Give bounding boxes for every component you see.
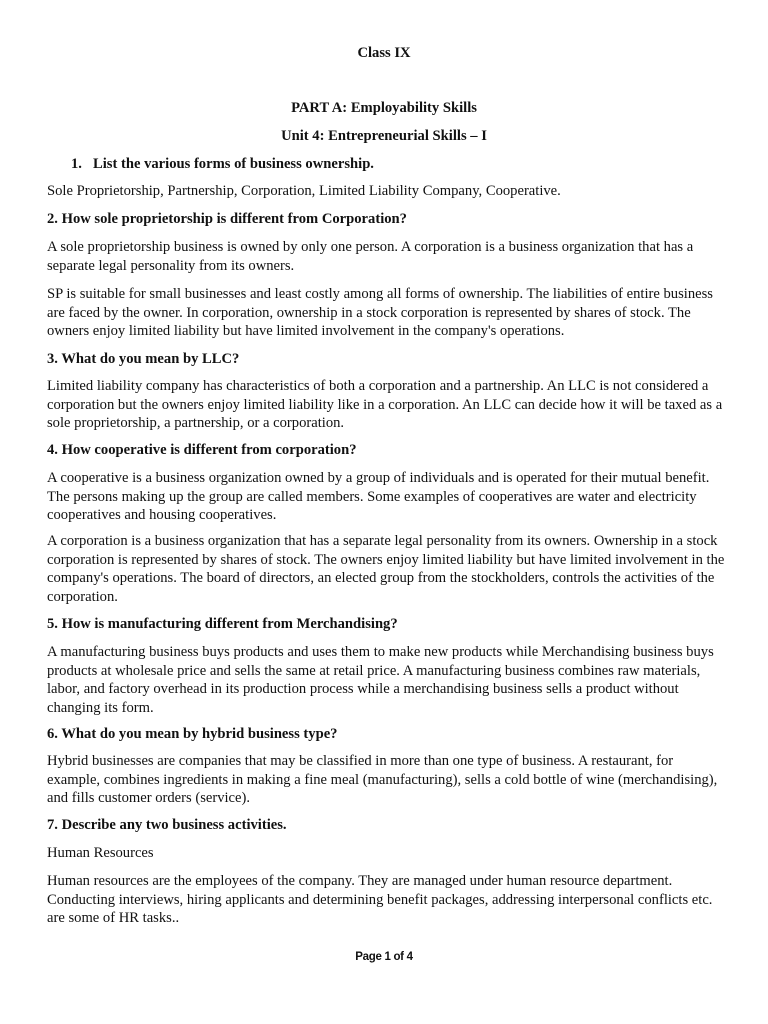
answer-4-para-1: A cooperative is a business organization owned by a group of individuals and is operated for their mutual benefit. The persons making up the group are called members. Some examples of cooperatives are water and electricity cooperatives and housing cooperatives.	[47, 470, 710, 523]
question-3: 3. What do you mean by LLC?	[47, 351, 240, 367]
question-1-text: List the various forms of business ownership.	[93, 156, 374, 172]
question-1-number: 1.	[71, 156, 82, 172]
answer-4-para-2: A corporation is a business organization that has a separate legal personality from its owners. Ownership in a stock corporation is represented by shares of stock. The owners enjoy limited liability but have limited involvement in the company's operations. The board of directors, an elected group from the stockholders, controls the activities of the corporation.	[47, 533, 725, 605]
answer-7-subheading: Human Resources	[47, 845, 154, 861]
question-4: 4. How cooperative is different from corporation?	[47, 442, 357, 458]
part-heading: PART A: Employability Skills	[291, 100, 477, 116]
question-6: 6. What do you mean by hybrid business type?	[47, 726, 338, 742]
page-number-footer: Page 1 of 4	[355, 951, 413, 963]
answer-6-para-1: Hybrid businesses are companies that may be classified in more than one type of business. A restaurant, for example, combines ingredients in making a fine meal (manufacturing), sells a cold bottle of wine (merchandising), and fills customer orders (service).	[47, 753, 718, 806]
answer-3-para-1: Limited liability company has characteristics of both a corporation and a partnership. An LLC is not considered a corporation but the owners enjoy limited liability like in a corporation. An LLC can decide how it will be taxed as a sole proprietorship, a partnership, or a corporation.	[47, 378, 723, 431]
answer-2-para-1: A sole proprietorship business is owned by only one person. A corporation is a business organization that has a separate legal personality from its owners.	[47, 239, 694, 274]
question-1	[71, 155, 374, 174]
answer-7-para-1: Human resources are the employees of the company. They are managed under human resource department. Conducting interviews, hiring applicants and determining benefit packages, addressing interpersonal conflicts etc. are some of HR tasks..	[47, 873, 713, 926]
unit-heading: Unit 4: Entrepreneurial Skills – I	[281, 128, 487, 144]
answer-5-para-1: A manufacturing business buys products and uses them to make new products while Merchandising business buys products at wholesale price and sells the same at retail price. A manufacturing business combines raw materials, labor, and factory overhead in its production process while a merchandising business sells a product without changing its form.	[47, 644, 714, 716]
answer-1-para-1: Sole Proprietorship, Partnership, Corporation, Limited Liability Company, Cooperative.	[47, 183, 561, 199]
question-5: 5. How is manufacturing different from Merchandising?	[47, 616, 398, 632]
question-2: 2. How sole proprietorship is different from Corporation?	[47, 211, 407, 227]
class-heading: Class IX	[357, 45, 411, 61]
question-7: 7. Describe any two business activities.	[47, 817, 287, 833]
answer-2-para-2: SP is suitable for small businesses and least costly among all forms of ownership. The liabilities of entire business are faced by the owner. In corporation, ownership in a stock corporation is represented by shares of stock. The owners enjoy limited liability but have limited involvement in the company's operations.	[47, 286, 713, 339]
